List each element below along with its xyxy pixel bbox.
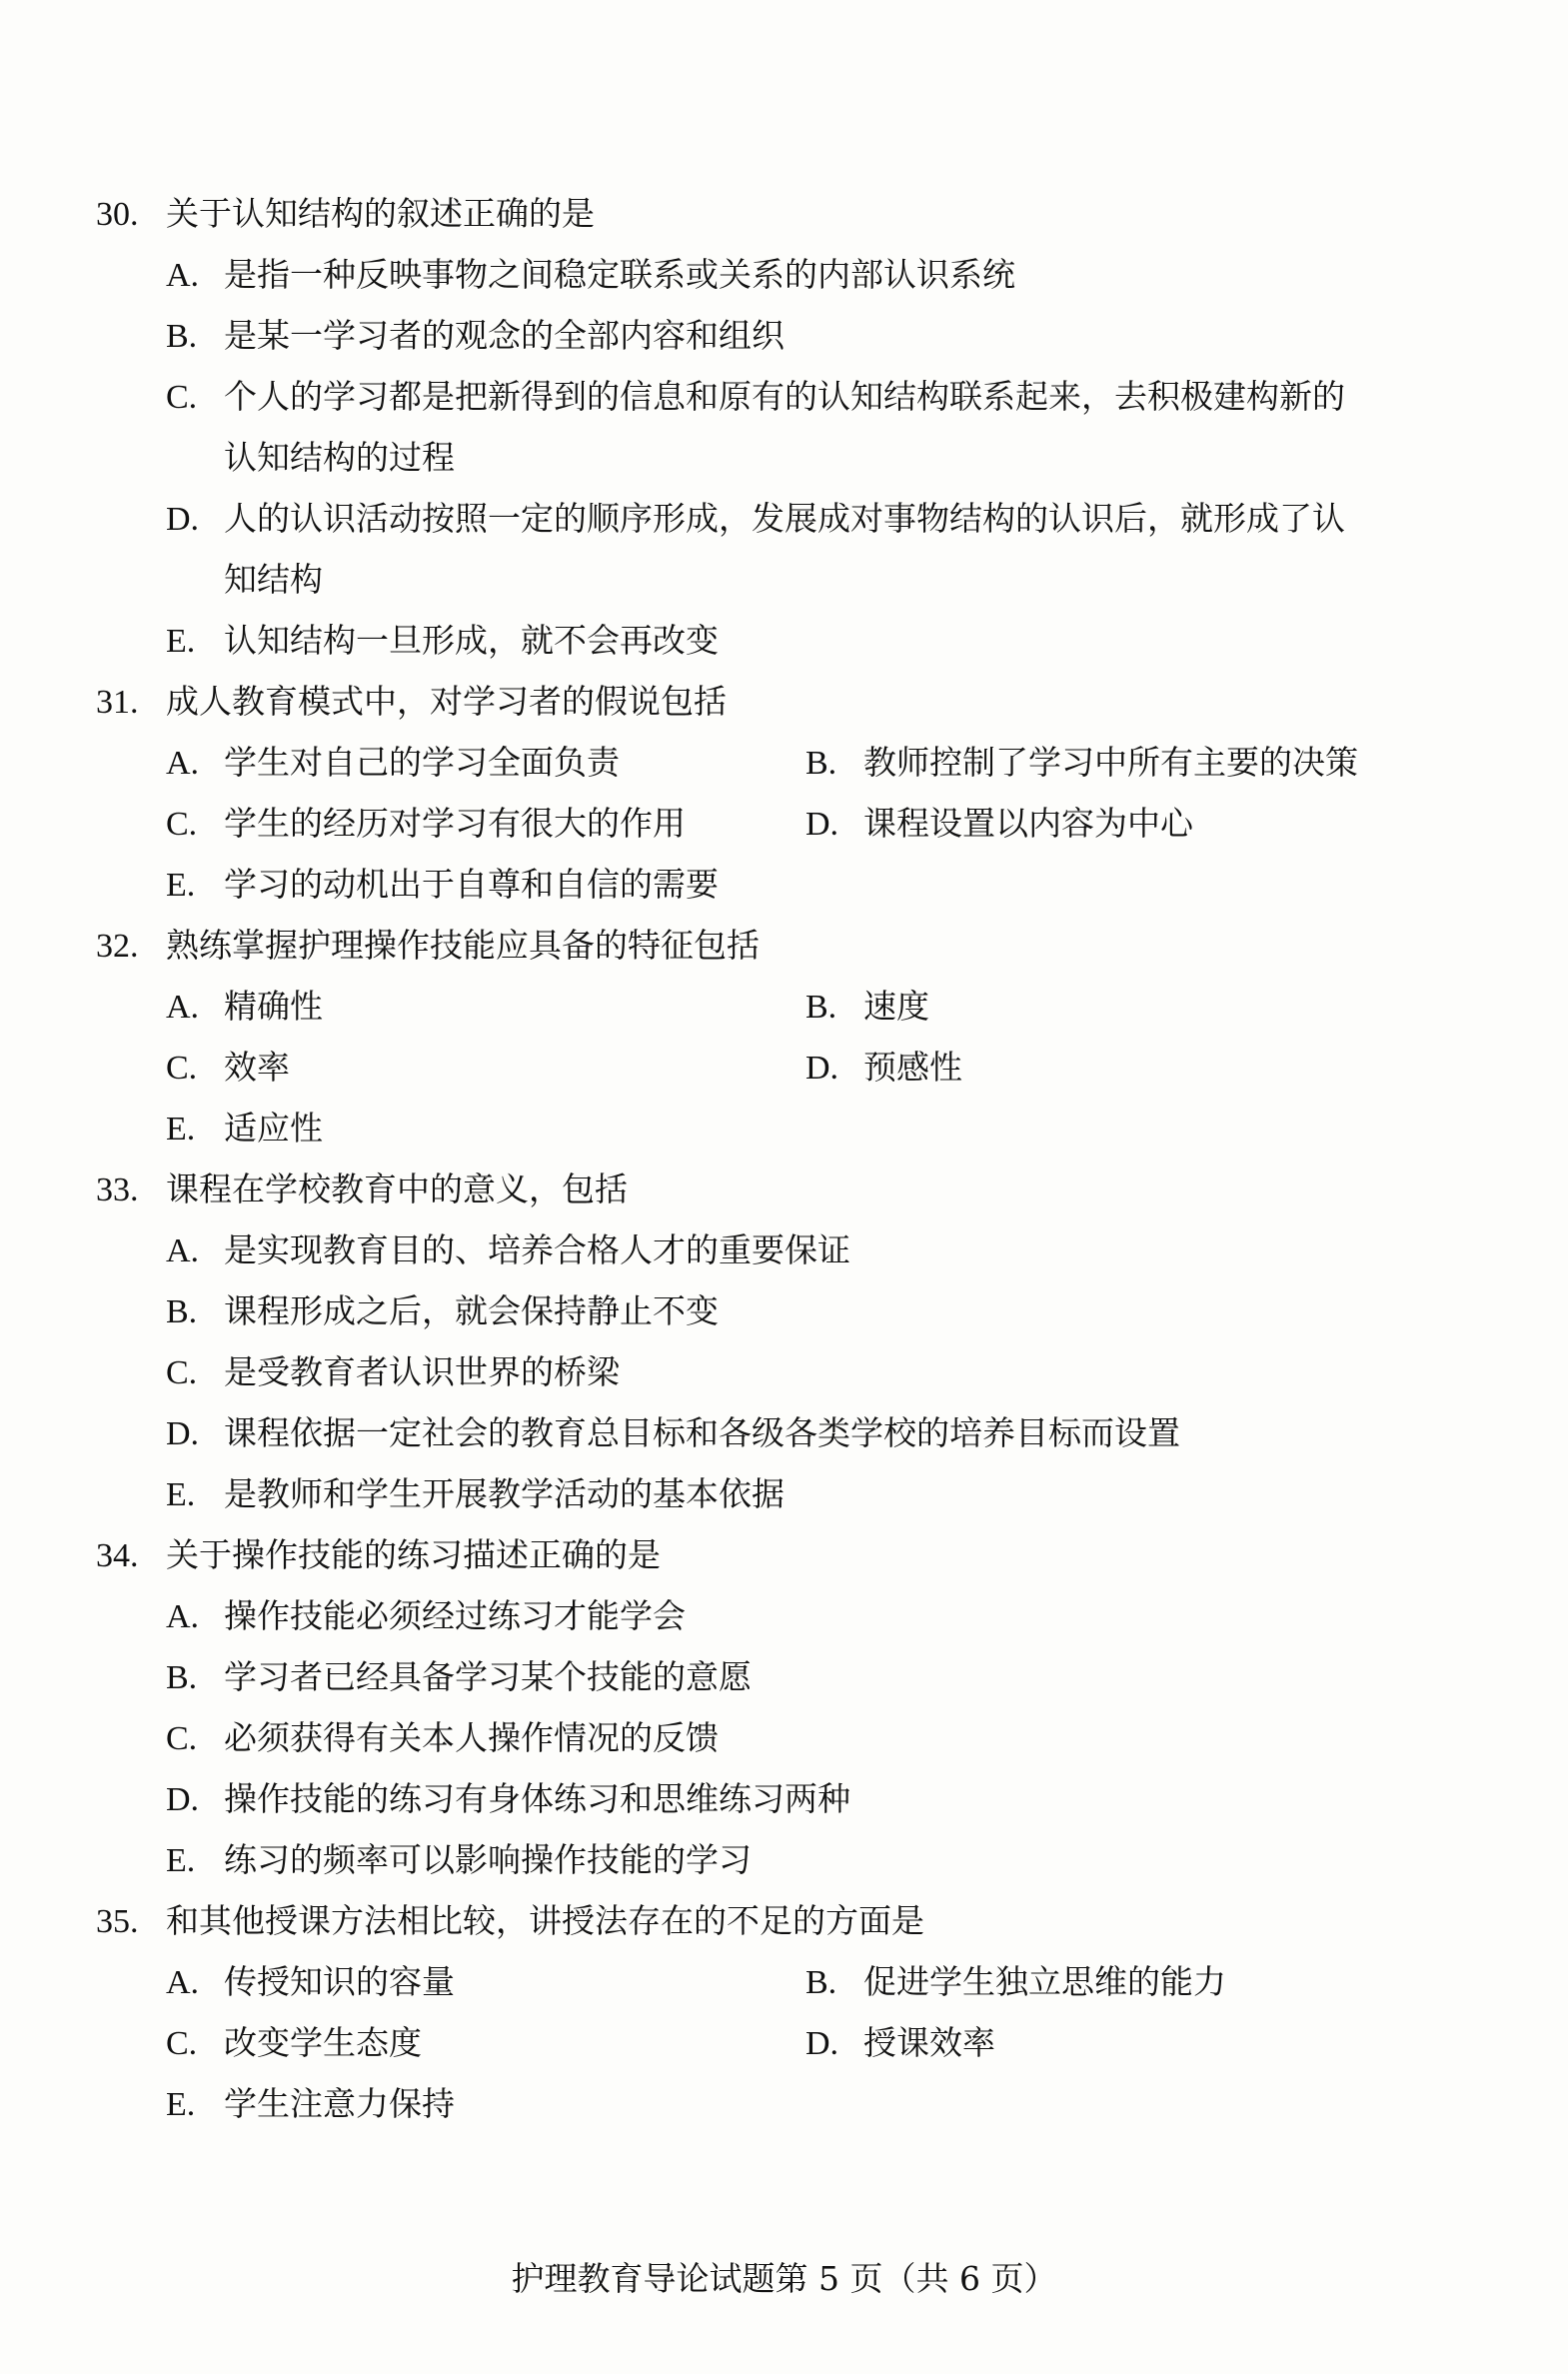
- option-a: [96, 1585, 1475, 1646]
- option-e: [96, 854, 1475, 915]
- option-row-ab: [96, 976, 1475, 1037]
- option-text: 是实现教育目的、培养合格人才的重要保证: [224, 1230, 850, 1269]
- option-text: 是某一学习者的观念的全部内容和组织: [224, 316, 784, 355]
- option-row-cd: [96, 793, 1475, 854]
- option-letter: A.: [166, 989, 200, 1026]
- option-letter: B.: [805, 989, 837, 1026]
- option-letter: C.: [166, 1354, 198, 1391]
- option-text: 人的认识活动按照一定的顺序形成，发展成对事物结构的认识后，就形成了认: [224, 499, 1345, 538]
- option-b: [805, 1951, 1445, 2013]
- option-text: 练习的频率可以影响操作技能的学习: [224, 1840, 752, 1879]
- option-letter: D.: [805, 806, 839, 843]
- option-d: [805, 2012, 1445, 2074]
- option-letter: B.: [166, 1293, 198, 1330]
- option-d: [96, 1768, 1475, 1829]
- option-text: 操作技能的练习有身体练习和思维练习两种: [224, 1779, 850, 1818]
- question-number: 30.: [96, 196, 139, 233]
- option-text: 认知结构一旦形成，就不会再改变: [224, 621, 719, 660]
- option-text: 是教师和学生开展教学活动的基本依据: [224, 1474, 784, 1513]
- option-b: [805, 732, 1445, 794]
- option-d: [96, 488, 1475, 549]
- option-letter: D.: [805, 2025, 839, 2062]
- option-c: [166, 2012, 805, 2074]
- option-text: 效率: [224, 1048, 290, 1087]
- option-text: 精确性: [224, 987, 323, 1026]
- option-text: 促进学生独立思维的能力: [863, 1962, 1226, 2001]
- option-text: 操作技能必须经过练习才能学会: [224, 1596, 686, 1635]
- option-text: 学生注意力保持: [224, 2084, 455, 2123]
- option-letter: B.: [805, 1964, 837, 2001]
- option-b: [805, 976, 1445, 1038]
- option-letter: C.: [166, 379, 198, 416]
- question-31: [96, 671, 1475, 915]
- option-text: 个人的学习都是把新得到的信息和原有的认知结构联系起来，去积极建构新的: [224, 377, 1345, 416]
- option-a: [96, 1219, 1475, 1280]
- option-text: 是指一种反映事物之间稳定联系或关系的内部认识系统: [224, 255, 1015, 294]
- option-text: 学生对自己的学习全面负责: [224, 743, 620, 782]
- question-stem-line: [96, 183, 1475, 244]
- question-30: [96, 183, 1475, 671]
- option-text: 传授知识的容量: [224, 1962, 455, 2001]
- option-c: [166, 1037, 805, 1099]
- question-stem-line: [96, 915, 1475, 976]
- option-a: [166, 976, 805, 1038]
- option-letter: C.: [166, 1720, 198, 1757]
- question-stem-line: [96, 1159, 1475, 1219]
- question-stem: 课程在学校教育中的意义，包括: [166, 1170, 628, 1208]
- option-text: 学习者已经具备学习某个技能的意愿: [224, 1657, 752, 1696]
- option-text: 改变学生态度: [224, 2023, 422, 2062]
- option-b: [96, 305, 1475, 366]
- option-letter: A.: [166, 1964, 200, 2001]
- option-letter: C.: [166, 1050, 198, 1087]
- option-text: 是受教育者认识世界的桥梁: [224, 1352, 620, 1391]
- option-row-cd: [96, 1037, 1475, 1098]
- question-stem: 和其他授课方法相比较，讲授法存在的不足的方面是: [166, 1901, 924, 1940]
- option-text: 适应性: [224, 1109, 323, 1148]
- option-row-cd: [96, 2012, 1475, 2073]
- option-letter: D.: [166, 1781, 200, 1818]
- option-c: [96, 1707, 1475, 1768]
- option-row-ab: [96, 732, 1475, 793]
- option-letter: C.: [166, 2025, 198, 2062]
- question-number: 32.: [96, 928, 139, 965]
- question-stem-line: [96, 1524, 1475, 1585]
- option-text: 授课效率: [863, 2023, 995, 2062]
- option-text: 速度: [863, 987, 929, 1026]
- option-text: 学生的经历对学习有很大的作用: [224, 804, 686, 843]
- question-stem: 关于认知结构的叙述正确的是: [166, 194, 595, 233]
- option-letter: D.: [166, 501, 200, 538]
- option-e: [96, 2073, 1475, 2134]
- option-letter: D.: [805, 1050, 839, 1087]
- option-letter: E.: [166, 1111, 196, 1148]
- question-34: [96, 1524, 1475, 1890]
- question-stem: 关于操作技能的练习描述正确的是: [166, 1535, 661, 1574]
- option-row-ab: [96, 1951, 1475, 2012]
- question-number: 33.: [96, 1172, 139, 1208]
- question-stem: 成人教育模式中，对学习者的假说包括: [166, 682, 727, 721]
- option-letter: C.: [166, 806, 198, 843]
- question-number: 31.: [96, 684, 139, 721]
- option-letter: E.: [166, 867, 196, 904]
- question-stem-line: [96, 671, 1475, 732]
- option-a: [96, 244, 1475, 305]
- option-c: [96, 366, 1475, 427]
- option-letter: B.: [166, 1659, 198, 1696]
- question-stem: 熟练掌握护理操作技能应具备的特征包括: [166, 926, 760, 965]
- option-letter: E.: [166, 623, 196, 660]
- option-text: 必须获得有关本人操作情况的反馈: [224, 1718, 719, 1757]
- option-text-continuation: 知结构: [224, 560, 323, 599]
- option-b: [96, 1646, 1475, 1707]
- option-text: 课程设置以内容为中心: [863, 804, 1193, 843]
- question-35: [96, 1890, 1475, 2134]
- option-text: 学习的动机出于自尊和自信的需要: [224, 865, 719, 904]
- option-d: [805, 1037, 1445, 1099]
- question-32: [96, 915, 1475, 1159]
- option-e: [96, 1829, 1475, 1890]
- option-letter: B.: [805, 745, 837, 782]
- option-d: [96, 1402, 1475, 1463]
- option-a: [166, 732, 805, 794]
- question-33: [96, 1159, 1475, 1524]
- option-d: [805, 793, 1445, 855]
- option-letter: A.: [166, 745, 200, 782]
- option-c: [166, 793, 805, 855]
- option-text: 课程依据一定社会的教育总目标和各级各类学校的培养目标而设置: [224, 1413, 1180, 1452]
- option-text: 课程形成之后，就会保持静止不变: [224, 1291, 719, 1330]
- option-text: 预感性: [863, 1048, 962, 1087]
- option-d-continuation: [96, 549, 1475, 610]
- option-letter: A.: [166, 1598, 200, 1635]
- option-letter: A.: [166, 1232, 200, 1269]
- option-b: [96, 1280, 1475, 1341]
- question-number: 34.: [96, 1537, 139, 1574]
- option-letter: A.: [166, 257, 200, 294]
- option-letter: E.: [166, 1842, 196, 1879]
- option-letter: E.: [166, 2086, 196, 2123]
- option-a: [166, 1951, 805, 2013]
- option-e: [96, 1463, 1475, 1524]
- option-e: [96, 1098, 1475, 1159]
- option-e: [96, 610, 1475, 671]
- option-letter: E.: [166, 1476, 196, 1513]
- option-c: [96, 1341, 1475, 1402]
- option-letter: B.: [166, 318, 198, 355]
- question-stem-line: [96, 1890, 1475, 1951]
- page-footer: 护理教育导论试题第 5 页（共 6 页）: [511, 2259, 1057, 2298]
- option-text: 教师控制了学习中所有主要的决策: [863, 743, 1358, 782]
- option-c-continuation: [96, 427, 1475, 488]
- option-text-continuation: 认知结构的过程: [224, 438, 455, 477]
- option-letter: D.: [166, 1415, 200, 1452]
- question-number: 35.: [96, 1903, 139, 1940]
